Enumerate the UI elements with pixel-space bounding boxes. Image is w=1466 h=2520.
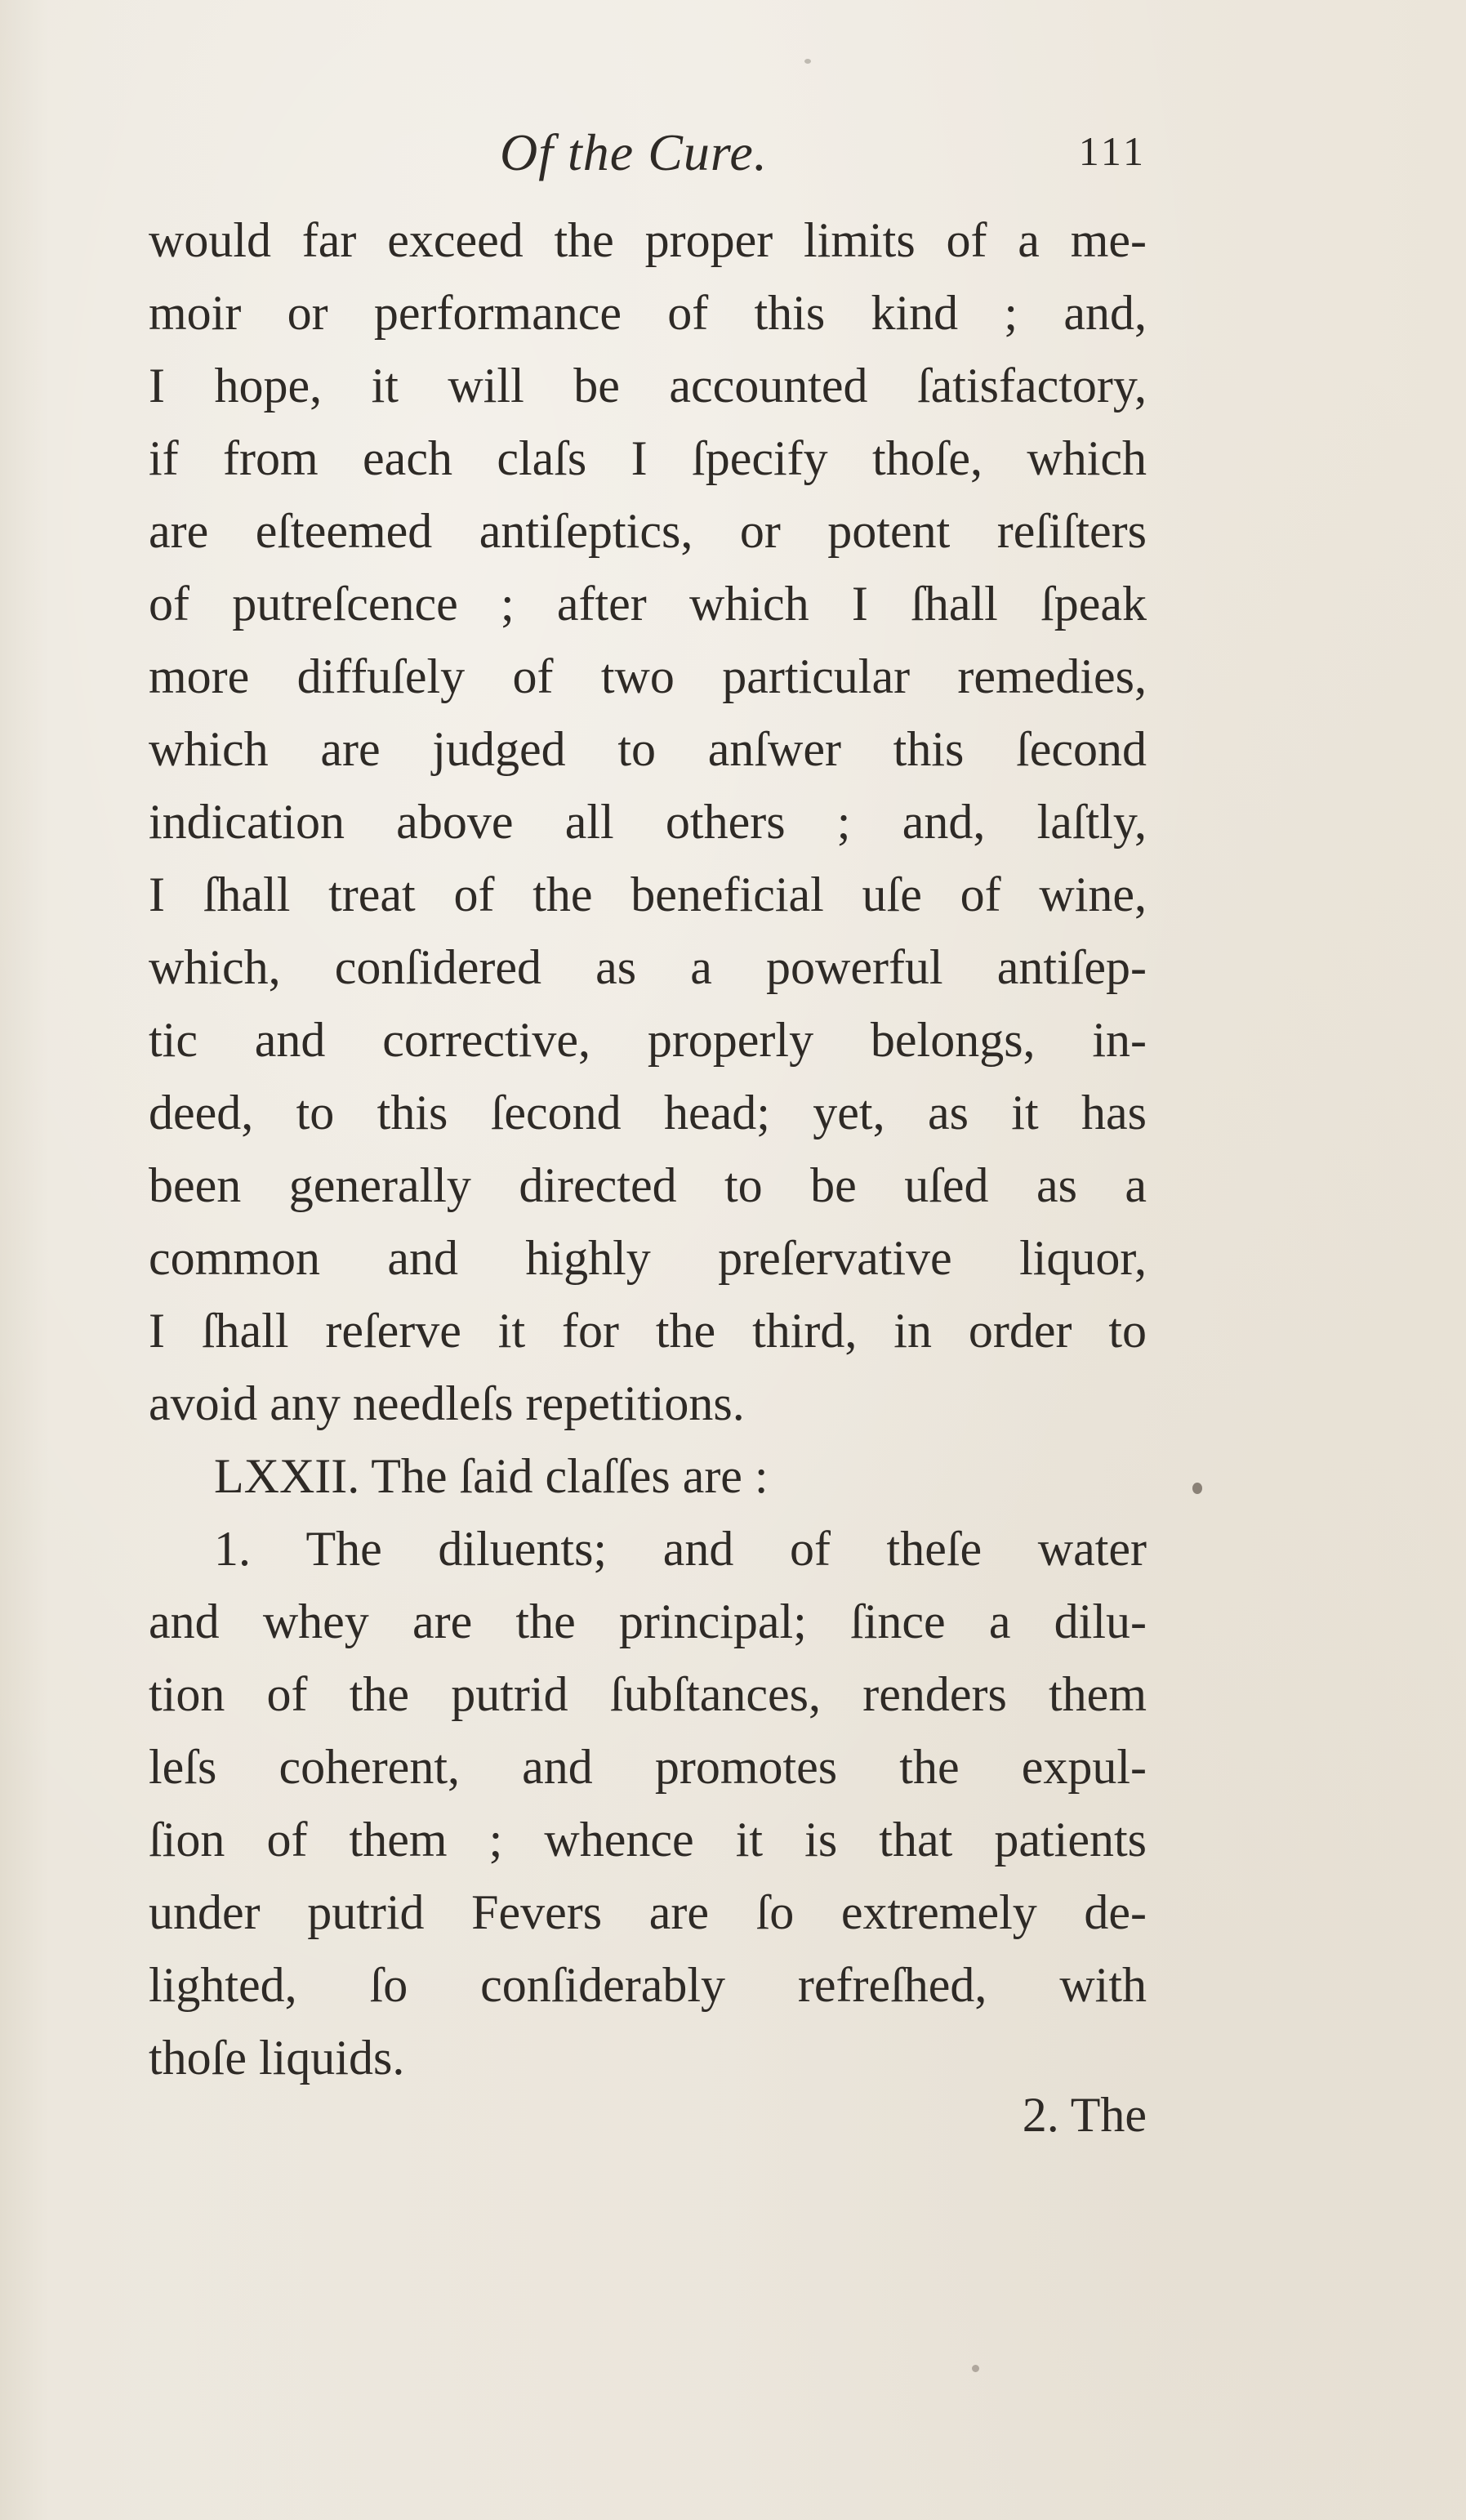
text-line: would far exceed the proper limits of a me- xyxy=(149,213,1147,267)
section-heading-line: LXXII. The ſaid claſſes are : xyxy=(214,1449,769,1503)
text-line: under putrid Fevers are ſo extremely de- xyxy=(149,1885,1147,1939)
text-line: indication above all others ; and, laſtly, xyxy=(149,795,1147,849)
text-line: deed, to this ſecond head; yet, as it has xyxy=(149,1086,1147,1140)
text-line: tic and corrective, properly belongs, in- xyxy=(149,1013,1147,1067)
text-line: moir or performance of this kind ; and, xyxy=(149,286,1147,340)
text-line: which, conſidered as a powerful antiſep- xyxy=(149,940,1147,994)
text-line: I ſhall treat of the beneficial uſe of wine, xyxy=(149,868,1147,921)
body-text xyxy=(149,204,1147,2094)
paper-speck xyxy=(1192,1483,1202,1494)
text-line: thoſe liquids. xyxy=(149,2031,405,2085)
text-line: tion of the putrid ſubſtances, renders them xyxy=(149,1667,1147,1721)
running-head-title: Of the Cure. xyxy=(500,123,768,181)
catchword: 2. The xyxy=(1022,2088,1147,2142)
text-line: leſs coherent, and promotes the expul- xyxy=(149,1740,1147,1794)
text-line: which are judged to anſwer this ſecond xyxy=(149,722,1147,776)
paper-speck xyxy=(972,2365,979,2372)
running-head xyxy=(149,123,1147,188)
text-line: 1. The diluents; and of theſe water xyxy=(214,1522,1147,1576)
text-line: I hope, it will be accounted ſatisfactory, xyxy=(149,359,1147,413)
text-line: I ſhall reſerve it for the third, in order to xyxy=(149,1304,1147,1358)
text-line: more diffuſely of two particular remedies, xyxy=(149,649,1147,703)
text-line: avoid any needleſs repetitions. xyxy=(149,1376,745,1430)
text-line: if from each claſs I ſpecify thoſe, which xyxy=(149,431,1147,485)
text-line: lighted, ſo conſiderably refreſhed, with xyxy=(149,1958,1147,2012)
text-line: are eſteemed antiſeptics, or potent reſiſters xyxy=(149,504,1147,558)
text-line: common and highly preſervative liquor, xyxy=(149,1231,1147,1285)
page-number: 111 xyxy=(1078,128,1147,174)
paper-speck xyxy=(804,59,811,64)
text-line: been generally directed to be uſed as a xyxy=(149,1158,1147,1212)
text-line: of putreſcence ; after which I ſhall ſpeak xyxy=(149,577,1147,631)
text-line: ſion of them ; whence it is that patients xyxy=(149,1813,1147,1867)
text-line: and whey are the principal; ſince a dilu- xyxy=(149,1595,1147,1648)
